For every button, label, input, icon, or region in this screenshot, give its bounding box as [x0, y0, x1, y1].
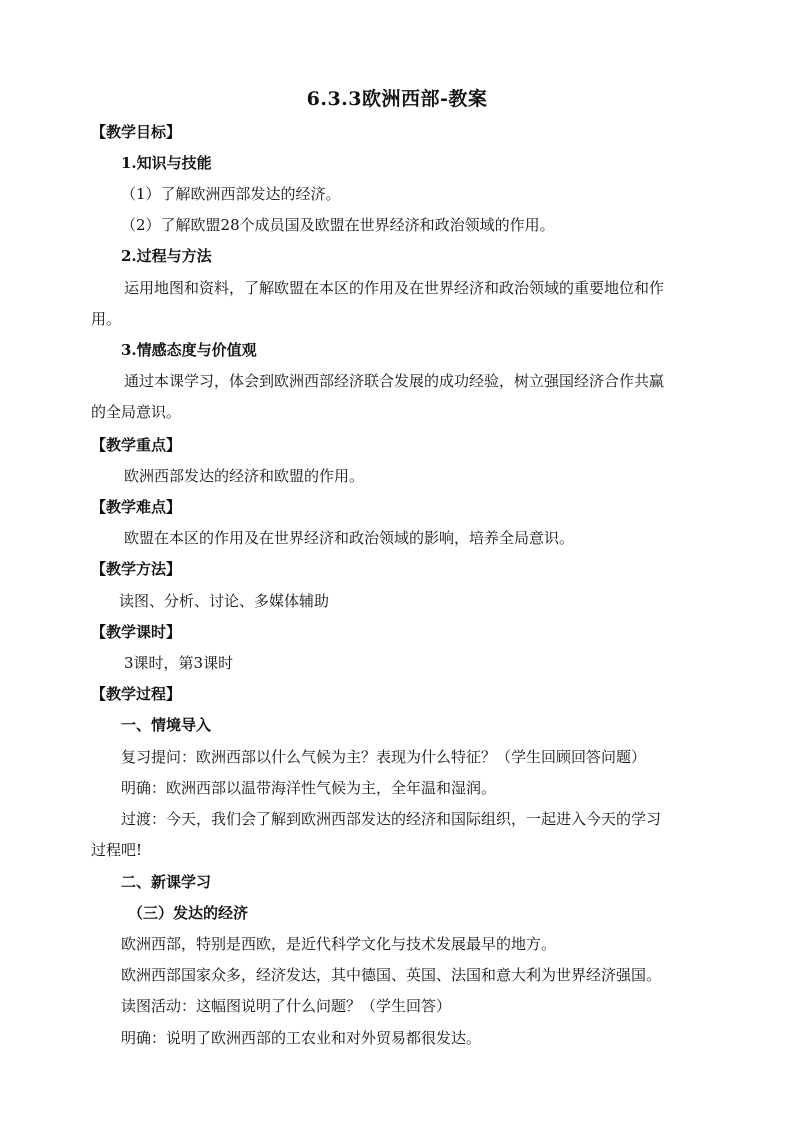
- paragraph-economy-2: 欧洲西部国家众多，经济发达，其中德国、英国、法国和意大利为世界经济强国。: [121, 966, 662, 984]
- paragraph-review-question: 复习提问：欧洲西部以什么气候为主？表现为什么特征？（学生回顾回答问题）: [121, 748, 647, 766]
- paragraph-clarification-2: 明确：说明了欧洲西部的工农业和对外贸易都很发达。: [121, 1029, 482, 1047]
- paragraph-transition-line-1: 过渡：今天，我们会了解到欧洲西部发达的经济和国际组织，一起进入今天的学习: [121, 810, 662, 828]
- paragraph-transition-line-2: 过程吧!: [91, 841, 143, 859]
- paragraph-attitude-line-2: 的全局意识。: [91, 403, 182, 421]
- section-heading-class-hours: 【教学课时】: [91, 623, 182, 641]
- section-heading-methods: 【教学方法】: [91, 560, 182, 578]
- paragraph-clarification-1: 明确：欧洲西部以温带海洋性气候为主，全年温和湿润。: [121, 779, 497, 797]
- section-heading-process: 【教学过程】: [91, 685, 182, 703]
- section-heading-difficulties: 【教学难点】: [91, 498, 182, 516]
- section-heading-objectives: 【教学目标】: [91, 123, 182, 141]
- paragraph-attitude-line-1: 通过本课学习，体会到欧洲西部经济联合发展的成功经验，树立强国经济合作共赢: [124, 372, 665, 390]
- paragraph-map-activity: 读图活动：这幅图说明了什么问题？（学生回答）: [121, 997, 452, 1015]
- subheading-process-methods: 2.过程与方法: [121, 247, 212, 265]
- subheading-knowledge-skills: 1.知识与技能: [121, 154, 212, 172]
- section-heading-key-points: 【教学重点】: [91, 436, 182, 454]
- paragraph-key-points: 欧洲西部发达的经济和欧盟的作用。: [124, 467, 365, 485]
- paragraph-methods: 读图、分析、讨论、多媒体辅助: [119, 592, 330, 610]
- paragraph-class-hours: 3课时，第3课时: [124, 654, 234, 672]
- subheading-attitude-values: 3.情感态度与价值观: [121, 341, 257, 359]
- objective-item-2: （2）了解欧盟28个成员国及欧盟在世界经济和政治领域的作用。: [121, 216, 555, 234]
- document-title: 6.3.3欧洲西部-教案: [306, 88, 488, 110]
- objective-item-1: （1）了解欧洲西部发达的经济。: [121, 185, 341, 203]
- paragraph-process-line-1: 运用地图和资料，了解欧盟在本区的作用及在世界经济和政治领域的重要地位和作: [124, 279, 665, 297]
- subheading-introduction: 一、情境导入: [121, 716, 212, 734]
- paragraph-process-line-2: 用。: [91, 310, 122, 328]
- paragraph-economy-1: 欧洲西部，特别是西欧，是近代科学文化与技术发展最早的地方。: [121, 935, 557, 953]
- subheading-developed-economy: （三）发达的经济: [128, 904, 249, 922]
- paragraph-difficulties: 欧盟在本区的作用及在世界经济和政治领域的影响，培养全局意识。: [124, 529, 575, 547]
- subheading-new-lesson: 二、新课学习: [121, 873, 212, 891]
